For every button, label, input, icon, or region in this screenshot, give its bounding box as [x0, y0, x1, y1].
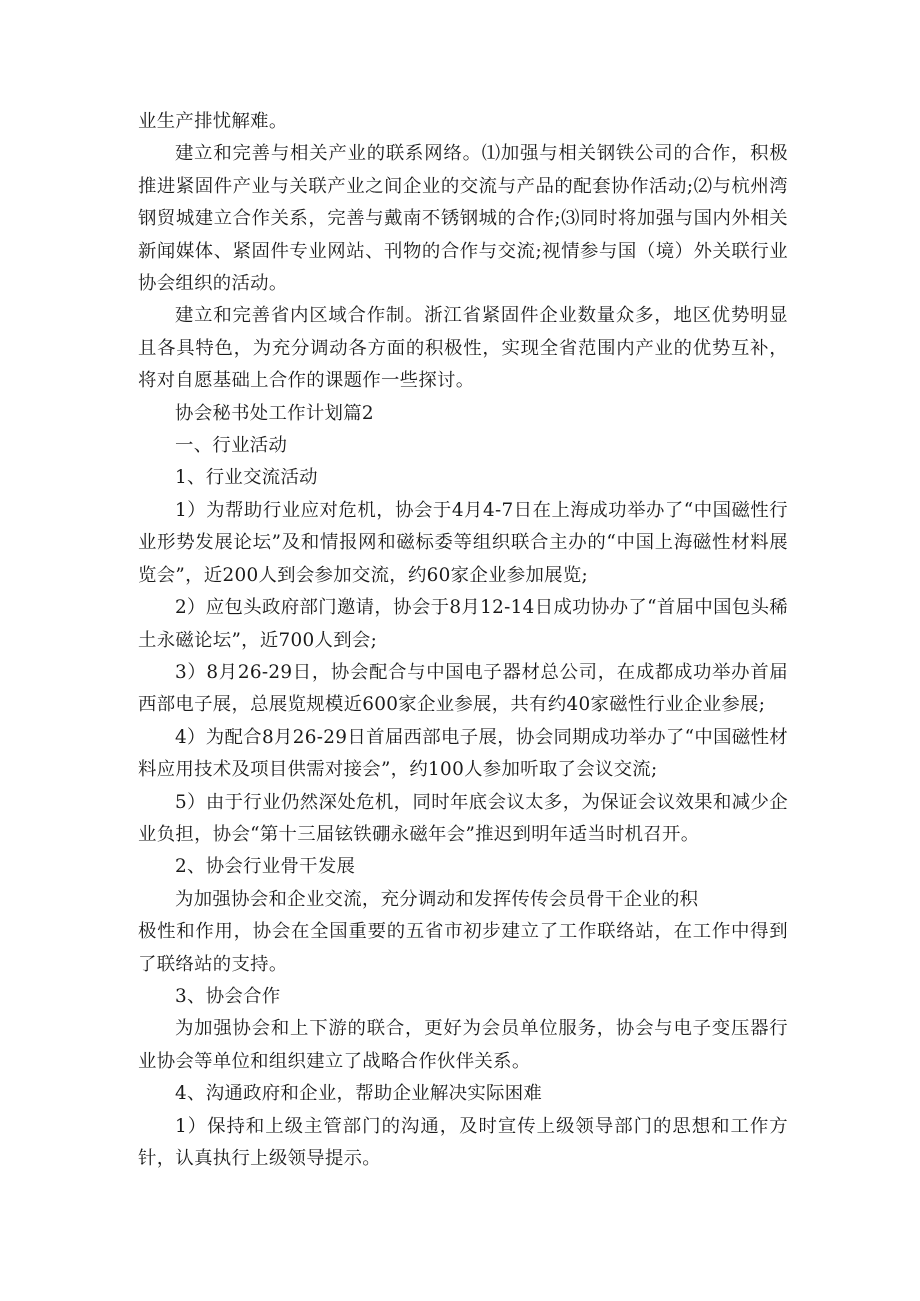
paragraph: 为加强协会和企业交流，充分调动和发挥传传会员骨干企业的积	[175, 888, 699, 910]
list-item: 2）应包头政府部门邀请，协会于8月12-14日成功协办了“首届中国包头稀土永磁论坛”，近700人到会;	[138, 597, 788, 651]
list-item: 3）8月26-29日，协会配合与中国电子器材总公司，在成都成功举办首届西部电子展，总展览规模近600家企业参展，共有约40家磁性行业企业参展;	[138, 661, 788, 716]
list-item: 5）由于行业仍然深处危机，同时年底会议太多，为保证会议效果和减少企业负担，协会“第十三届铉铁硼永磁年会”推迟到明年适当时机召开。	[138, 791, 788, 845]
section-title: 协会秘书处工作计划篇2	[175, 402, 374, 424]
heading-level-2: 4、沟通政府和企业，帮助企业解决实际困难	[175, 1083, 543, 1105]
paragraph-3: 建立和完善省内区域合作制。浙江省紧固件企业数量众多，地区优势明显且各具特色，为充分调动各方面的积极性，实现全省范围内产业的优势互补，将对自愿基础上合作的课题作一些探讨。	[138, 305, 788, 392]
heading-level-2: 2、协会行业骨干发展	[175, 856, 356, 878]
paragraph-2: 建立和完善与相关产业的联系网络。⑴加强与相关钢铁公司的合作，积极推进紧固件产业与关联产业之间企业的交流与产品的配套协作活动;⑵与杭州湾钢贸城建立合作关系，完善与戴南不锈钢城的合作;⑶同时将加强与国内外相关新闻媒体、紧固件专业网站、刊物的合作与交流;视情参与国（境）外关联行业协会组织的活动。	[138, 143, 788, 295]
paragraph: 为加强协会和上下游的联合，更好为会员单位服务，协会与电子变压器行业协会等单位和组织建立了战略合作伙伴关系。	[138, 1018, 788, 1072]
paragraph-1: 业生产排忧解难。	[138, 111, 288, 132]
heading-level-1: 一、行业活动	[175, 435, 288, 457]
heading-level-2: 1、行业交流活动	[175, 467, 318, 489]
paragraph-continuation: 极性和作用，协会在全国重要的五省市初步建立了工作联络站，在工作中得到了联络站的支持。	[138, 921, 788, 975]
list-item: 1）保持和上级主管部门的沟通，及时宣传上级领导部门的思想和工作方针，认真执行上级领导提示。	[138, 1115, 788, 1169]
heading-level-2: 3、协会合作	[175, 985, 281, 1007]
list-item: 1）为帮助行业应对危机，协会于4月4-7日在上海成功举办了“中国磁性行业形势发展论坛”及和情报网和磁标委等组织联合主办的“中国上海磁性材料展览会”，近200人到会参加交流，约60家企业参加展览;	[138, 499, 788, 586]
document-body	[138, 106, 788, 1175]
list-item: 4）为配合8月26-29日首届西部电子展，协会同期成功举办了“中国磁性材料应用技术及项目供需对接会”，约100人参加听取了会议交流;	[138, 726, 788, 781]
